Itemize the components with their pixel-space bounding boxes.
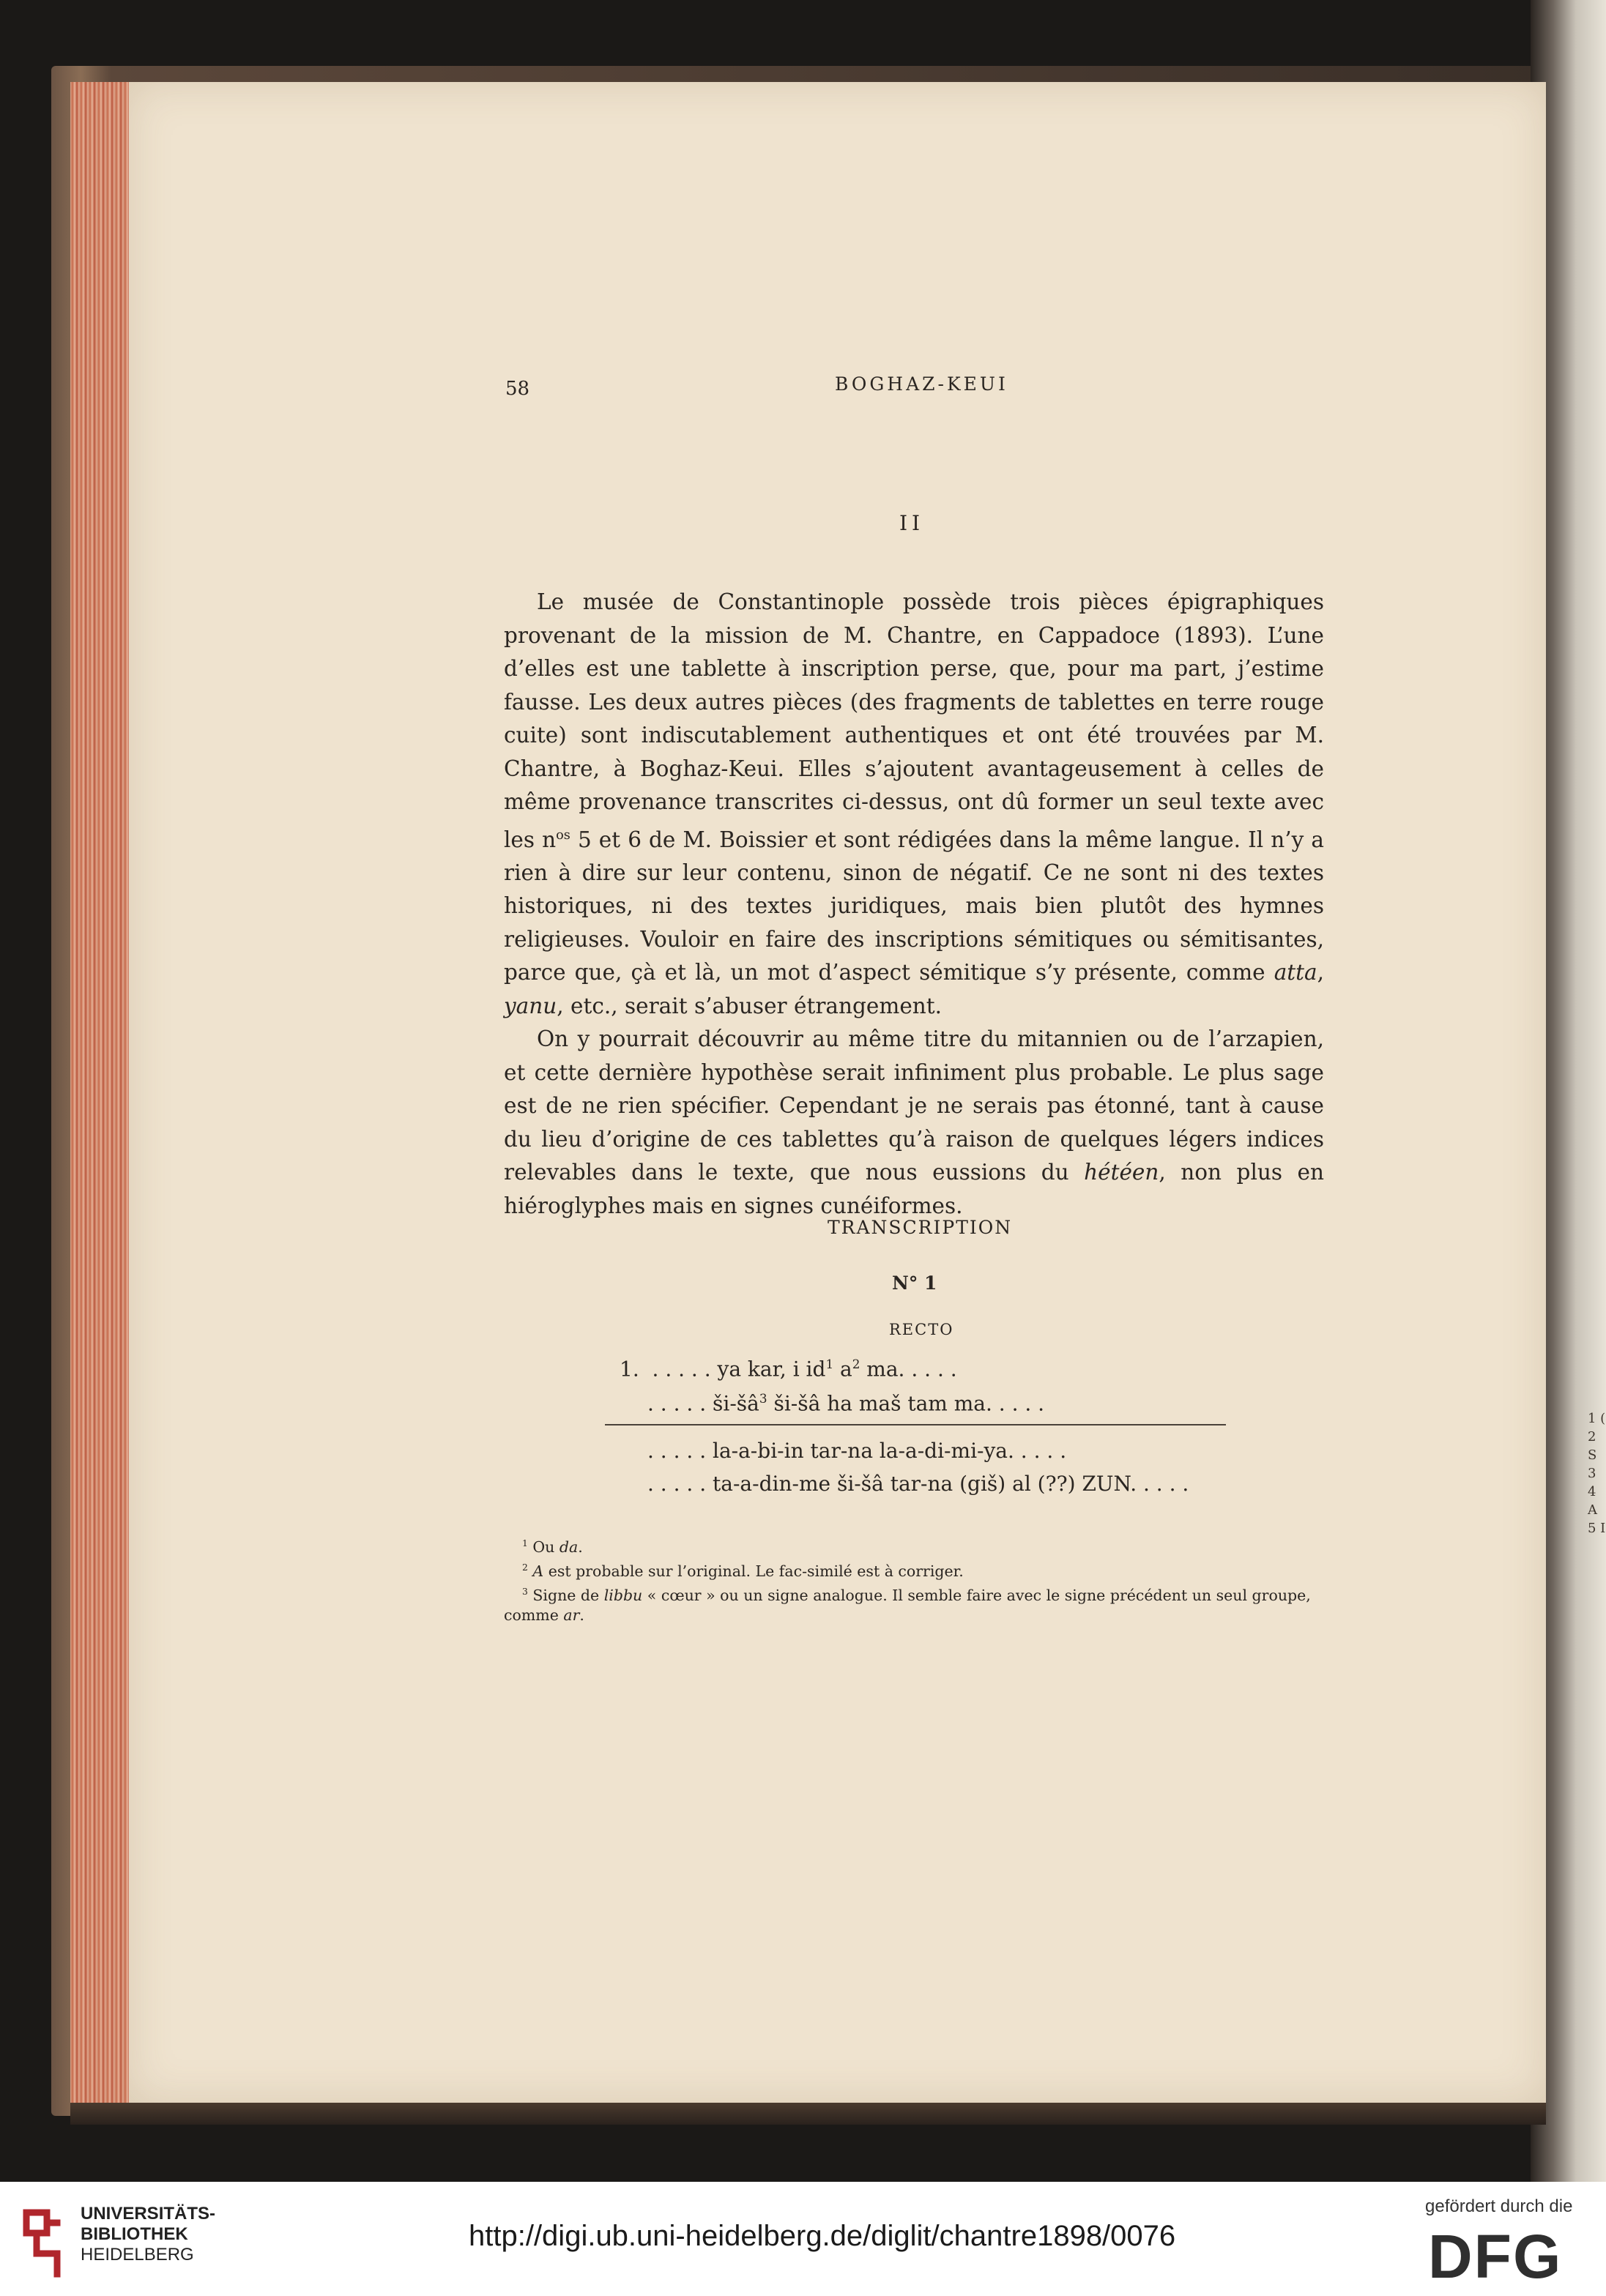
- italic-term: atta: [1274, 960, 1317, 985]
- text-run: . . . . . la-a-bi-in tar-na la-a-di-mi-ya. . . . .: [647, 1439, 1067, 1463]
- text-run: , etc., serait s’abuser étrangement.: [557, 993, 943, 1018]
- facing-page-fragments: [1588, 1409, 1606, 1538]
- italic-term: libbu: [603, 1586, 643, 1604]
- body-text: [504, 586, 1324, 1223]
- text-run: 1. . . . . . ya kar, i id: [620, 1357, 826, 1382]
- facing-page-fragment: 4 A: [1588, 1484, 1597, 1518]
- text-run: ma. . . . .: [860, 1357, 957, 1382]
- red-page-edges: [70, 82, 136, 2103]
- paragraph: [504, 1023, 1324, 1223]
- italic-term: yanu: [504, 993, 557, 1018]
- recto-label: RECTO: [889, 1321, 954, 1338]
- facing-page-fragment: 5 I: [1588, 1521, 1606, 1536]
- italic-term: ar: [563, 1606, 580, 1625]
- superscript: 2: [852, 1357, 860, 1371]
- university-library-name: [81, 2204, 215, 2265]
- text-run: , non plus en hiéroglyphes mais en signes cunéiformes.: [504, 1160, 1324, 1218]
- superscript: 1: [522, 1538, 528, 1548]
- facing-page-fragment: 1 (: [1588, 1411, 1606, 1426]
- section-number: II: [899, 511, 925, 535]
- text-run: Signe de: [527, 1586, 604, 1604]
- text-run: . . . . . ši-šâ: [647, 1391, 759, 1416]
- running-title: BOGHAZ-KEUI: [835, 373, 1008, 395]
- transcription-line: [647, 1472, 1189, 1496]
- dfg-logo: DFG: [1428, 2222, 1563, 2291]
- footnote: [504, 1557, 1324, 1581]
- transcription-line: [620, 1357, 957, 1381]
- library-name-line: UNIVERSITÄTS-: [81, 2204, 216, 2224]
- text-run: On y pourrait découvrir au même titre du mitannien ou de l’arzapien, et cette dernière hypothèse serait infiniment plus probable. Le plus sage est de ne rien spécifier. Cependant je ne serais pas étonné, tant à cause du lieu d’origine de ces tablettes qu’à raison de quelques légers indices relevables dans le texte, que nous eussions du: [504, 1026, 1324, 1185]
- italic-term: da: [559, 1538, 579, 1556]
- library-name-line: HEIDELBERG: [81, 2245, 194, 2265]
- page-bottom-shadow: [70, 2103, 1546, 2125]
- text-run: Ou: [527, 1538, 560, 1556]
- text-run: .: [579, 1606, 584, 1625]
- text-run: a: [833, 1357, 852, 1382]
- digitization-banner: [0, 2182, 1606, 2296]
- footnotes: [504, 1533, 1324, 1625]
- footnote: [504, 1581, 1324, 1626]
- facing-page-fragment: 2 S: [1588, 1429, 1597, 1463]
- text-run: ,: [1317, 960, 1324, 985]
- transcription-line: [647, 1391, 1044, 1415]
- italic-term: hétéen: [1084, 1160, 1159, 1185]
- facing-page-fragment: 3: [1588, 1466, 1596, 1481]
- transcription-title: TRANSCRIPTION: [828, 1217, 1013, 1238]
- text-run: Le musée de Constantinople possède trois pièces épigraphiques provenant de la mission de M. Chantre, en Cappadoce (1893). L’une d’elles est une tablette à inscription perse, que, pour ma part, j’estime fausse. Les deux autres pièces (des fragments de tablettes en terre rouge cuite) sont indiscutablement authentiques et ont été trouvées par M. Chantre, à Boghaz-Keui. Elles s’ajoutent avantageusement à celles de même provenance transcrites ci-dessus, ont dû former un seul texte avec les n: [504, 589, 1324, 852]
- transcription-line: [647, 1439, 1066, 1463]
- library-name-line: BIBLIOTHEK: [81, 2224, 188, 2244]
- text-run: « cœur » ou un signe analogue. Il semble faire avec le signe précédent un seul groupe, comme: [504, 1586, 1311, 1625]
- superscript: os: [556, 827, 570, 843]
- tablet-number-label: N° 1: [892, 1272, 937, 1294]
- text-run: est probable sur l’original. Le fac-similé est à corriger.: [543, 1562, 964, 1580]
- text-run: .: [578, 1538, 583, 1556]
- superscript: 1: [825, 1357, 834, 1371]
- funding-caption: gefördert durch die: [1425, 2196, 1573, 2216]
- italic-term: A: [532, 1562, 544, 1580]
- university-library-logo-icon: [16, 2198, 67, 2278]
- superscript: 2: [522, 1562, 528, 1573]
- superscript: 3: [522, 1586, 528, 1597]
- text-run: 5 et 6 de M. Boissier et sont rédigées dans la même langue. Il n’y a rien à dire sur leur contenu, sinon de négatif. Ce ne sont ni des textes historiques, ni des textes juridiques, mais bien plutôt des hymnes religieuses. Vouloir en faire des inscriptions sémitiques ou sémitisantes, parce que, çà et là, un mot d’aspect sémitique s’y présente, comme: [504, 827, 1324, 985]
- running-header: [505, 373, 1340, 403]
- text-run: ši-šâ ha maš tam ma. . . . .: [767, 1391, 1045, 1416]
- page-number: 58: [505, 378, 530, 400]
- permalink-url[interactable]: http://digi.ub.uni-heidelberg.de/diglit/chantre1898/0076: [469, 2220, 1176, 2252]
- paragraph: [504, 586, 1324, 1023]
- transcription-break-rule: [605, 1424, 1226, 1425]
- footnote: [504, 1533, 1324, 1557]
- text-run: . . . . . ta-a-din-me ši-šâ tar-na (giš) al (??) ZUN. . . . .: [647, 1472, 1189, 1496]
- superscript: 3: [759, 1391, 767, 1406]
